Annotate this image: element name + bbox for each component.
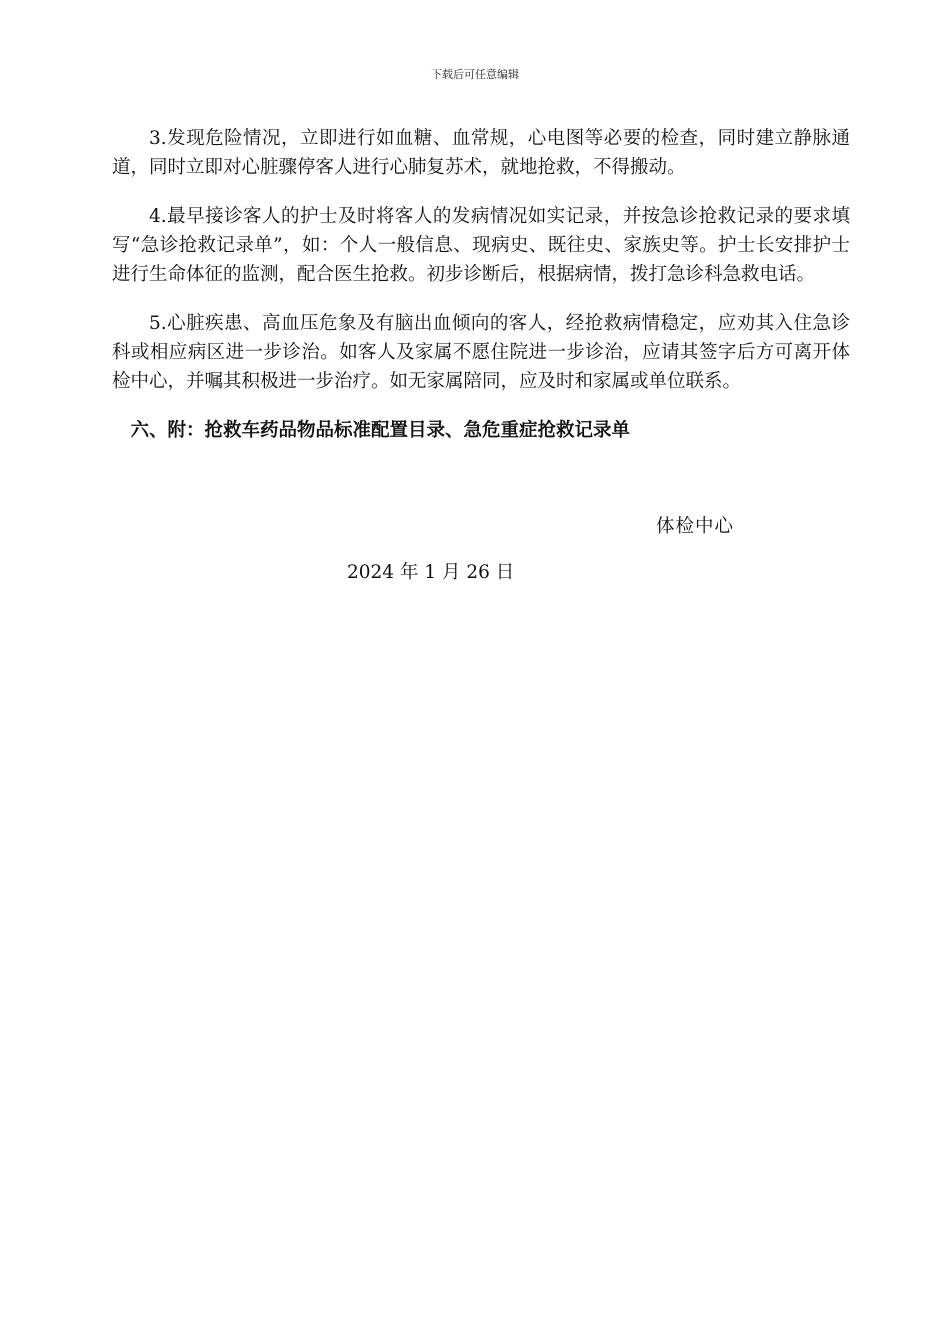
section-heading-attachments: 六、附：抢救车药品物品标准配置目录、急危重症抢救记录单 bbox=[130, 420, 631, 441]
paragraph-item-3 bbox=[112, 124, 850, 182]
paragraph-text: 4.最早接诊客人的护士及时将客人的发病情况如实记录，并按急诊抢救记录的要求填写“急诊抢救记录单”，如：个人一般信息、现病史、既往史、家族史等。护士长安排护士进行生命体征的监测，配合医生抢救。初步诊断后，根据病情，拨打急诊科急救电话。 bbox=[112, 206, 850, 285]
paragraph-item-4 bbox=[112, 202, 850, 289]
document-body bbox=[112, 124, 850, 445]
paragraph-text: 3.发现危险情况，立即进行如血糖、血常规，心电图等必要的检查，同时建立静脉通道，同时立即对心脏骤停客人进行心肺复苏术，就地抢救，不得搬动。 bbox=[112, 128, 850, 178]
document-date: 2024 年 1 月 26 日 bbox=[347, 562, 515, 583]
signature-organization: 体检中心 bbox=[656, 516, 735, 537]
paragraph-item-5 bbox=[112, 309, 850, 396]
paragraph-text: 5.心脏疾患、高血压危象及有脑出血倾向的客人，经抢救病情稳定，应劝其入住急诊科或相应病区进一步诊治。如客人及家属不愿住院进一步诊治，应请其签字后方可离开体检中心，并嘱其积极进一步治疗。如无家属陪同，应及时和家属或单位联系。 bbox=[112, 313, 850, 392]
page-header-note: 下载后可任意编辑 bbox=[431, 68, 519, 81]
